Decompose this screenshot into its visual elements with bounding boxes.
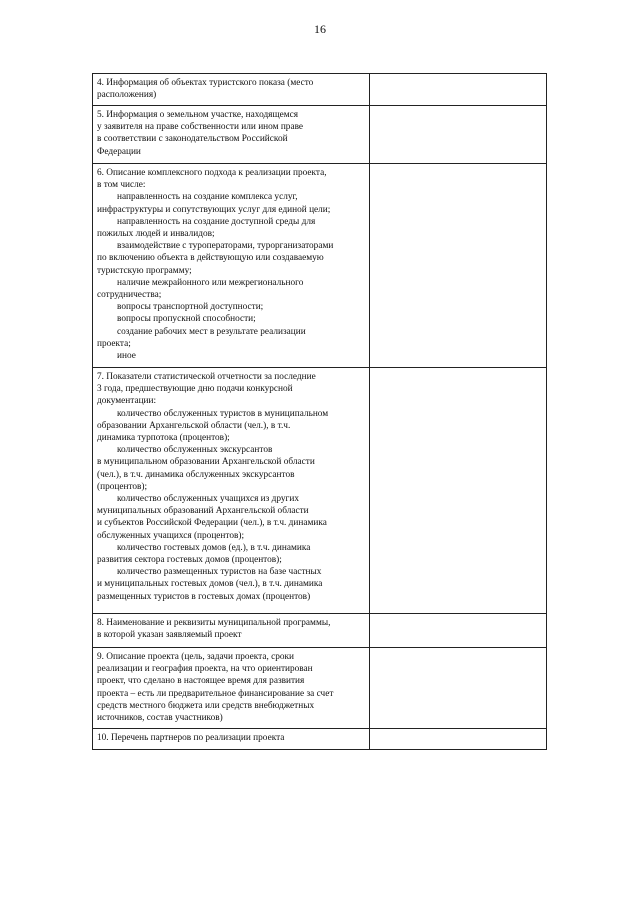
question-text-line: и субъектов Российской Федерации (чел.), в т.ч. динамика — [97, 518, 327, 529]
question-text-line: 9. Описание проекта (цель, задачи проекта, сроки — [97, 652, 295, 662]
question-text-line: образовании Архангельской области (чел.), в т.ч. — [97, 420, 291, 431]
question-text-line: взаимодействие с туроператорами, турорганизаторами — [117, 241, 334, 252]
question-text-line: проект, что сделано в настоящее время для развития — [97, 676, 305, 687]
question-text-line: количество обслуженных учащихся из других — [117, 494, 299, 505]
form-row — [93, 368, 547, 614]
form-row — [93, 729, 547, 750]
answer-cell[interactable] — [370, 74, 547, 106]
form-row — [93, 164, 547, 368]
question-text-line: проекта; — [97, 338, 131, 349]
page-number: 16 — [314, 22, 326, 36]
question-text-line: вопросы пропускной способности; — [117, 314, 256, 325]
form-row — [93, 74, 547, 106]
question-text-line: у заявителя на праве собственности или ином праве — [97, 122, 304, 133]
question-text-line: (процентов); — [97, 481, 148, 492]
answer-cell[interactable] — [370, 106, 547, 164]
question-text-line: (чел.), в т.ч. динамика обслуженных экскурсантов — [97, 469, 295, 480]
question-text-line: 7. Показатели статистической отчетности за последние — [97, 372, 316, 382]
question-text-line: направленность на создание доступной среды для — [117, 216, 316, 227]
answer-cell[interactable] — [370, 729, 547, 750]
question-text-line: сотрудничества; — [97, 290, 162, 301]
question-cell — [93, 368, 370, 614]
question-text-line: туристскую программу; — [97, 265, 192, 276]
question-text-line: размещенных туристов в гостевых домах (процентов) — [97, 591, 311, 602]
question-text-line: иное — [117, 351, 136, 362]
question-text-line: расположения) — [97, 90, 157, 101]
question-text-line: наличие межрайонного или межрегионального — [117, 277, 304, 288]
question-text-line: Федерации — [97, 146, 141, 157]
question-text-line: 8. Наименование и реквизиты муниципальной программы, — [97, 618, 331, 628]
question-cell — [93, 729, 370, 750]
question-text-line: вопросы транспортной доступности; — [117, 302, 264, 313]
question-cell — [93, 164, 370, 368]
question-text-line: проекта – есть ли предварительное финансирование за счет — [97, 688, 334, 699]
question-text-line: 10. Перечень партнеров по реализации проекта — [97, 733, 285, 743]
question-text-line: в которой указан заявляемый проект — [97, 630, 242, 641]
question-cell — [93, 648, 370, 729]
answer-cell[interactable] — [370, 164, 547, 368]
question-text-line: в муниципальном образовании Архангельской области — [97, 457, 315, 468]
question-text-line: пожилых людей и инвалидов; — [97, 229, 215, 240]
application-form-table — [92, 73, 547, 750]
question-text-line: количество гостевых домов (ед.), в т.ч. динамика — [117, 542, 311, 553]
question-cell — [93, 74, 370, 106]
answer-cell[interactable] — [370, 614, 547, 648]
answer-cell[interactable] — [370, 368, 547, 614]
question-text-line: направленность на создание комплекса услуг, — [117, 192, 298, 203]
question-text-line: в соответствии с законодательством Российской — [97, 134, 288, 145]
form-row — [93, 614, 547, 648]
question-text-line: источников, состав участников) — [97, 713, 223, 724]
question-text-line: количество размещенных туристов на базе частных — [117, 567, 322, 578]
question-text-line: реализации и география проекта, на что ориентирован — [97, 664, 313, 675]
question-text-line: 4. Информация об объектах туристского показа (место — [97, 78, 314, 88]
question-text-line: 6. Описание комплексного подхода к реализации проекта, — [97, 168, 327, 178]
question-text-line: инфраструктуры и сопутствующих услуг для единой цели; — [97, 204, 331, 215]
form-row — [93, 648, 547, 729]
question-text-line: динамика турпотока (процентов); — [97, 433, 230, 444]
question-text-line: обслуженных учащихся (процентов); — [97, 530, 245, 541]
question-cell — [93, 614, 370, 648]
question-cell — [93, 106, 370, 164]
question-text-line: муниципальных образований Архангельской области — [97, 506, 309, 517]
question-text-line: в том числе: — [97, 180, 146, 191]
question-text-line: средств местного бюджета или средств внебюджетных — [97, 700, 315, 711]
question-text-line: развития сектора гостевых домов (процентов); — [97, 555, 282, 566]
question-text-line: количество обслуженных туристов в муниципальном — [117, 408, 329, 419]
question-text-line: 3 года, предшествующие дню подачи конкурсной — [97, 384, 293, 395]
question-text-line: по включению объекта в действующую или создаваемую — [97, 253, 324, 264]
answer-cell[interactable] — [370, 648, 547, 729]
question-text-line: создание рабочих мест в результате реализации — [117, 326, 306, 337]
question-text-line: документации: — [97, 396, 157, 407]
question-text-line: и муниципальных гостевых домов (чел.), в т.ч. динамика — [97, 579, 323, 590]
question-text-line: количество обслуженных экскурсантов — [117, 445, 273, 456]
question-text-line: 5. Информация о земельном участке, находящемся — [97, 110, 299, 120]
form-row — [93, 106, 547, 164]
